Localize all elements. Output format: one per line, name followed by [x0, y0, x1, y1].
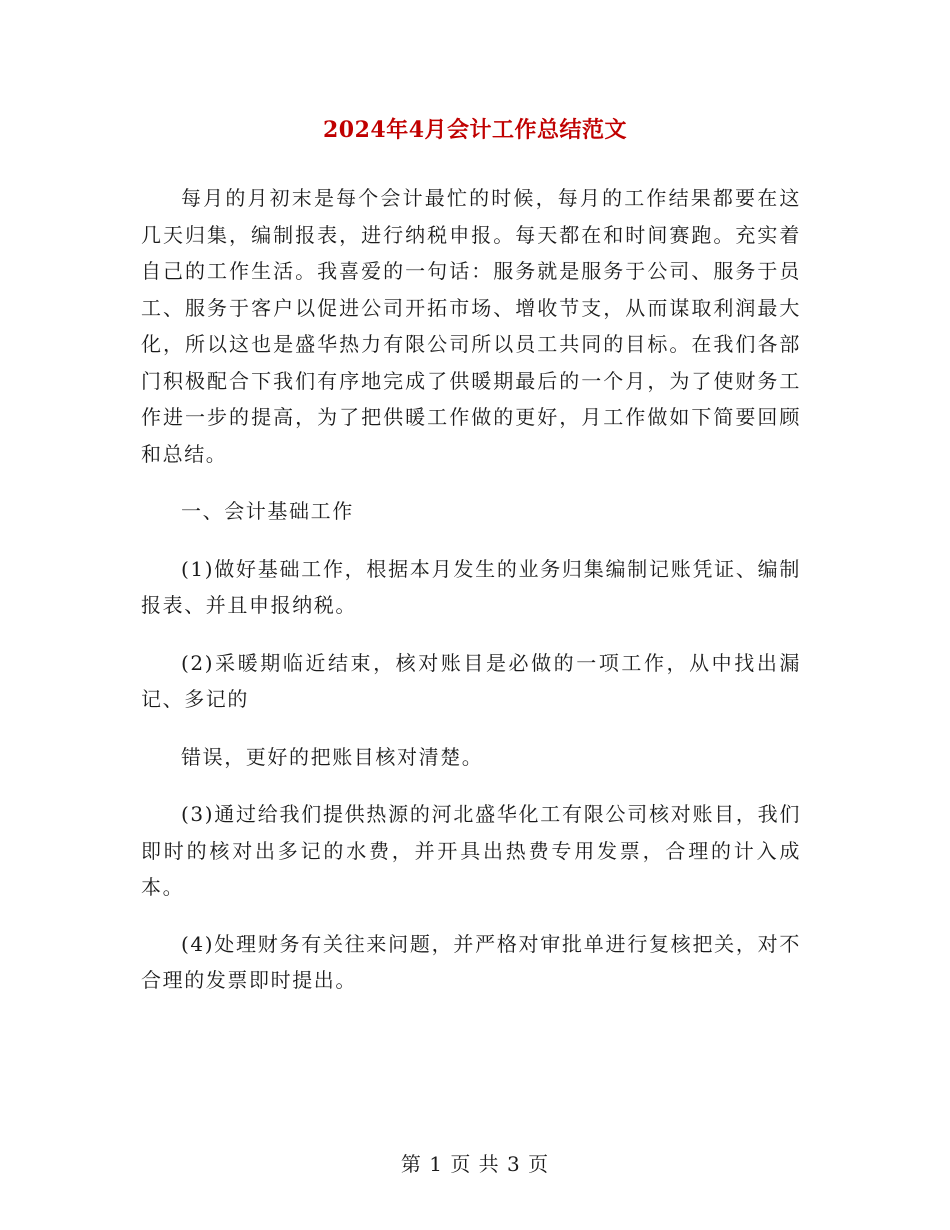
paragraph-item-1: (1)做好基础工作，根据本月发生的业务归集编制记账凭证、编制报表、并且申报纳税。	[141, 556, 801, 617]
page-footer: 第 1 页 共 3 页	[400, 1152, 550, 1176]
paragraph-item-3: (3)通过给我们提供热源的河北盛华化工有限公司核对账目，我们即时的核对出多记的水费，并开具出热费专用发票，合理的计入成本。	[141, 802, 801, 899]
paragraph-intro: 每月的月初末是每个会计最忙的时候，每月的工作结果都要在这几天归集，编制报表，进行纳税申报。每天都在和时间赛跑。充实着自己的工作生活。我喜爱的一句话：服务就是服务于公司、服务于员工、服务于客户以促进公司开拓市场、增收节支，从而谋取利润最大化，所以这也是盛华热力有限公司所以员工共同的目标。在我们各部门积极配合下我们有序地完成了供暖期最后的一个月，为了使财务工作进一步的提高，为了把供暖工作做的更好，月工作做如下简要回顾和总结。	[141, 186, 801, 466]
document-title: 2024年4月会计工作总结范文	[322, 117, 628, 143]
paragraph-item-4: (4)处理财务有关往来问题，并严格对审批单进行复核把关，对不合理的发票即时提出。	[141, 931, 801, 992]
section-heading: 一、会计基础工作	[181, 499, 354, 523]
paragraph-item-2-continued: 错误，更好的把账目核对清楚。	[181, 744, 484, 769]
document-body	[141, 180, 801, 999]
paragraph-item-2: (2)采暖期临近结束，核对账目是必做的一项工作，从中找出漏记、多记的	[141, 650, 801, 711]
